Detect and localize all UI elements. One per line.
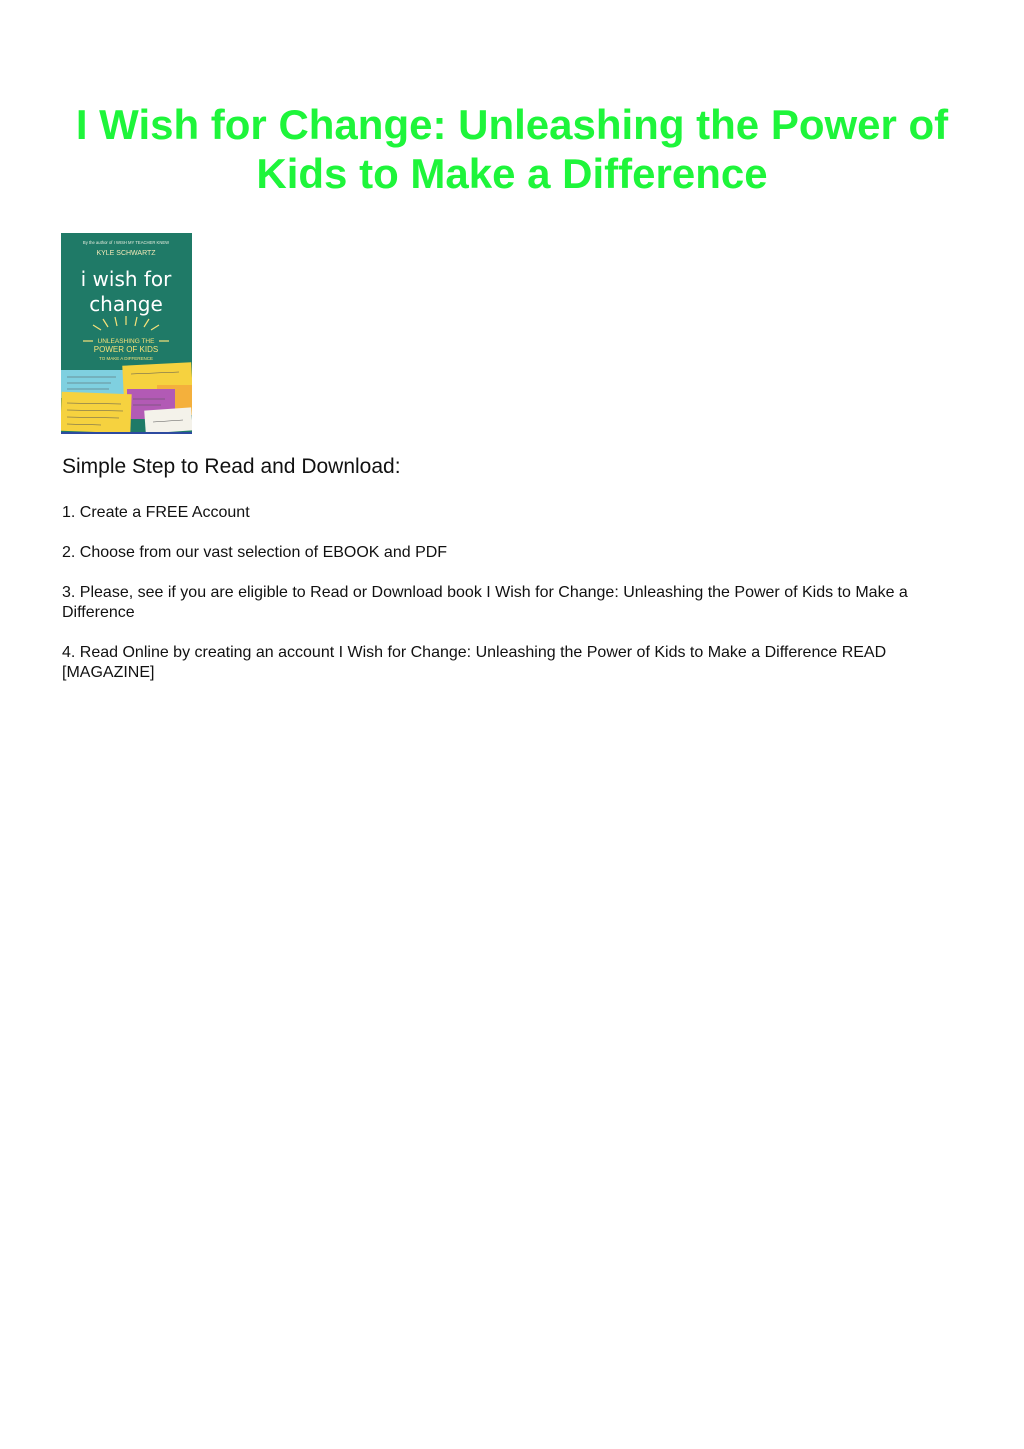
cover-title-line2: change xyxy=(89,292,163,316)
page-title: I Wish for Change: Unleashing the Power of Kids to Make a Difference xyxy=(75,101,949,197)
cover-author: KYLE SCHWARTZ xyxy=(96,250,156,257)
cover-subtitle-line3: TO MAKE A DIFFERENCE xyxy=(99,356,153,361)
cover-subtitle-line1: UNLEASHING THE xyxy=(97,338,155,345)
cover-note-white xyxy=(144,407,192,432)
step-4: 4. Read Online by creating an account I Wish for Change: Unleashing the Power of Kids to Make a Difference READ [MAGAZINE] xyxy=(62,644,887,681)
book-cover-image xyxy=(61,233,192,434)
steps-heading: Simple Step to Read and Download: xyxy=(62,455,401,478)
step-3: 3. Please, see if you are eligible to Read or Download book I Wish for Change: Unleashing the Power of Kids to Make a Difference xyxy=(62,584,908,621)
step-2: 2. Choose from our vast selection of EBOOK and PDF xyxy=(62,544,448,561)
steps-list xyxy=(62,503,962,703)
step-1: 1. Create a FREE Account xyxy=(62,504,250,521)
cover-top-line: By the author of I WISH MY TEACHER KNEW xyxy=(82,240,170,245)
cover-subtitle-line2: POWER OF KIDS xyxy=(93,345,159,354)
cover-note-yellow-bottom xyxy=(61,392,132,432)
cover-title-line1: i wish for xyxy=(80,267,172,291)
